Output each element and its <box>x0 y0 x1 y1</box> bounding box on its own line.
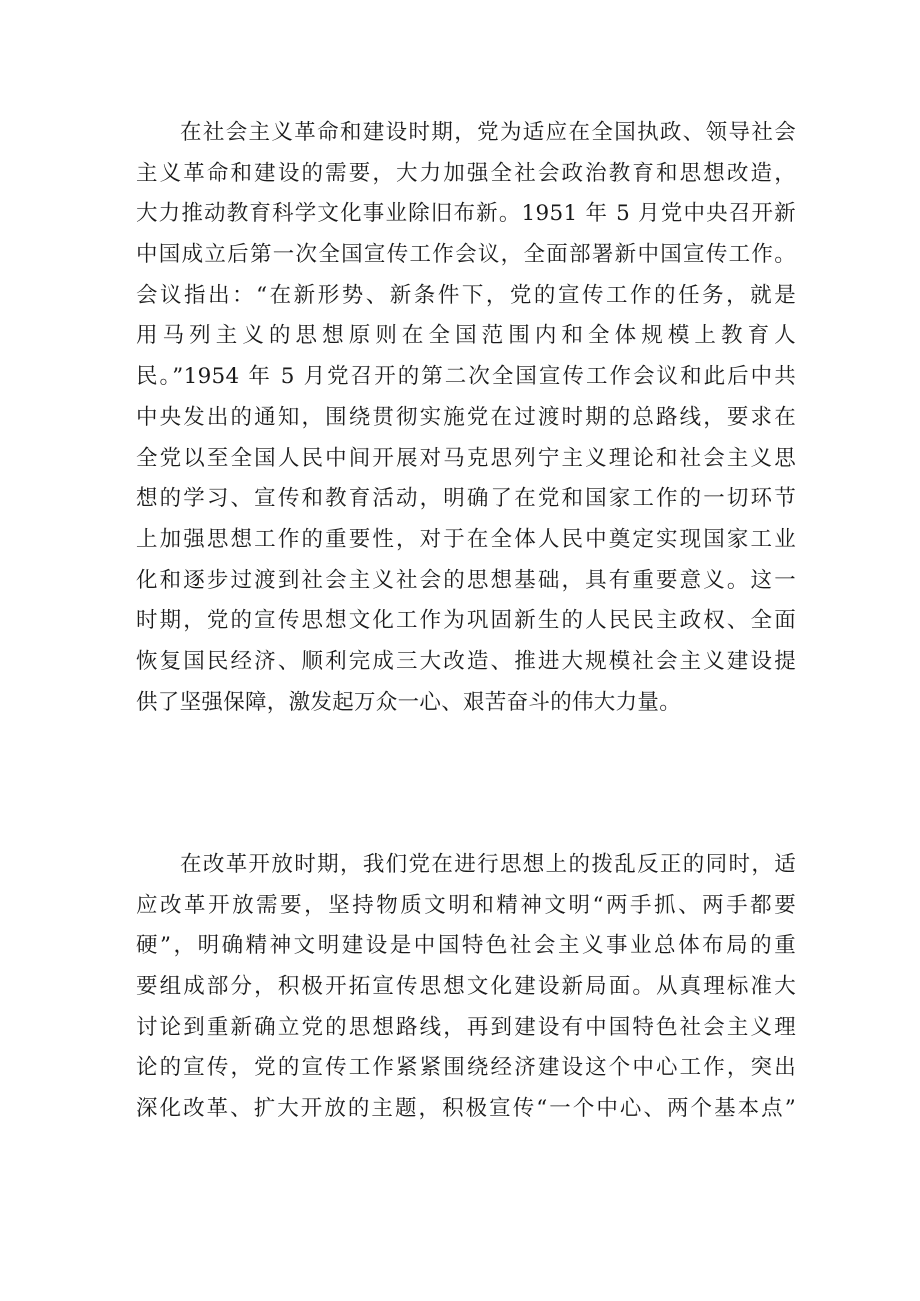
text-line: 在改革开放时期，我们党在进行思想上的拨乱反正的同时，适 <box>180 852 796 877</box>
text-line: 大力推动教育科学文化事业除旧布新。1951 年 5 月党中央召开新 <box>136 201 796 227</box>
text-line: 民。”1954 年 5 月党召开的第二次全国宣传工作会议和此后中共 <box>136 364 796 390</box>
text-line: 论的宣传，党的宣传工作紧紧围绕经济建设这个中心工作，突出 <box>136 1055 796 1081</box>
text-line: 中央发出的通知，围绕贯彻实施党在过渡时期的总路线，要求在 <box>136 404 796 430</box>
text-line: 中国成立后第一次全国宣传工作会议，全面部署新中国宣传工作。 <box>136 242 796 268</box>
text-line: 想的学习、宣传和教育活动，明确了在党和国家工作的一切环节 <box>136 486 796 512</box>
text-line: 应改革开放需要，坚持物质文明和精神文明“两手抓、两手都要 <box>136 892 796 918</box>
text-line: 上加强思想工作的重要性，对于在全体人民中奠定实现国家工业 <box>136 526 796 552</box>
text-line: 在社会主义革命和建设时期，党为适应在全国执政、领导社会 <box>180 120 796 145</box>
text-line: 主义革命和建设的需要，大力加强全社会政治教育和思想改造， <box>136 160 796 186</box>
text-line: 恢复国民经济、顺利完成三大改造、推进大规模社会主义建设提 <box>136 648 796 674</box>
text-line: 硬”，明确精神文明建设是中国特色社会主义事业总体布局的重 <box>136 933 796 959</box>
text-line: 会议指出：“在新形势、新条件下，党的宣传工作的任务，就是 <box>136 282 796 308</box>
paragraph-reform-opening <box>136 845 796 1130</box>
text-line: 深化改革、扩大开放的主题，积极宣传“一个中心、两个基本点” <box>136 1096 796 1122</box>
text-line: 全党以至全国人民中间开展对马克思列宁主义理论和社会主义思 <box>136 445 796 471</box>
text-line: 用马列主义的思想原则在全国范围内和全体规模上教育人 <box>136 323 796 349</box>
text-line: 时期，党的宣传思想文化工作为巩固新生的人民民主政权、全面 <box>136 608 796 634</box>
text-line: 供了坚强保障，激发起万众一心、艰苦奋斗的伟大力量。 <box>136 689 682 715</box>
text-line: 讨论到重新确立党的思想路线，再到建设有中国特色社会主义理 <box>136 1014 796 1040</box>
text-line: 要组成部分，积极开拓宣传思想文化建设新局面。从真理标准大 <box>136 974 796 1000</box>
paragraph-socialist-construction <box>136 113 796 723</box>
text-line: 化和逐步过渡到社会主义社会的思想基础，具有重要意义。这一 <box>136 567 796 593</box>
